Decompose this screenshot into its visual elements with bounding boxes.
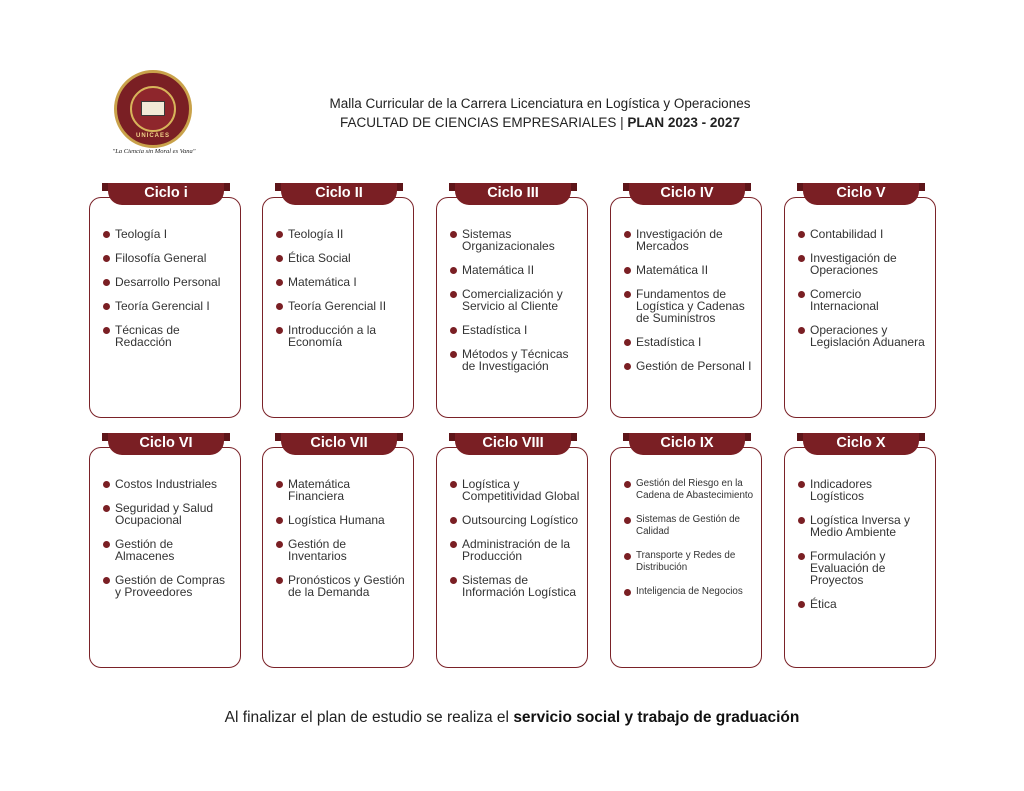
course-item: Desarrollo Personal bbox=[103, 276, 234, 288]
course-item: Transporte y Redes de Distribución bbox=[624, 550, 755, 574]
cycle-card-10 bbox=[784, 435, 936, 668]
footer-text: Al finalizar el plan de estudio se realiza el bbox=[224, 709, 509, 726]
cycle-tab bbox=[455, 183, 571, 211]
course-list bbox=[798, 228, 929, 360]
course-item: Matemática I bbox=[276, 276, 407, 288]
course-item: Gestión de Compras y Proveedores bbox=[103, 574, 234, 598]
course-item: Métodos y Técnicas de Investigación bbox=[450, 348, 581, 372]
footer-highlight: servicio social y trabajo de graduación bbox=[513, 709, 800, 726]
cycle-title: Ciclo VI bbox=[139, 435, 193, 451]
course-item: Inteligencia de Negocios bbox=[624, 586, 755, 598]
course-item: Teoría Gerencial I bbox=[103, 300, 234, 312]
course-item: Gestión de Inventarios bbox=[276, 538, 407, 562]
course-item: Ética bbox=[798, 598, 929, 610]
course-item: Ética Social bbox=[276, 252, 407, 264]
course-item: Teoría Gerencial II bbox=[276, 300, 407, 312]
university-logo bbox=[114, 70, 192, 148]
course-item: Filosofía General bbox=[103, 252, 234, 264]
cycle-tab bbox=[108, 183, 224, 211]
cycle-tab bbox=[455, 433, 571, 461]
page-title: Malla Curricular de la Carrera Licenciatura en Logística y Operaciones bbox=[329, 96, 751, 111]
course-item: Sistemas de Gestión de Calidad bbox=[624, 514, 755, 538]
course-item: Estadística I bbox=[450, 324, 581, 336]
cycle-title: Ciclo III bbox=[487, 185, 539, 201]
course-list bbox=[103, 478, 234, 610]
course-item: Sistemas de Información Logística bbox=[450, 574, 581, 598]
cycle-tab bbox=[629, 183, 745, 211]
course-list bbox=[624, 478, 755, 610]
course-item: Investigación de Operaciones bbox=[798, 252, 929, 276]
cycle-tab bbox=[803, 183, 919, 211]
course-list bbox=[798, 478, 929, 622]
course-list bbox=[450, 478, 581, 610]
cycle-tab bbox=[281, 183, 397, 211]
cycle-tab bbox=[803, 433, 919, 461]
course-item: Costos Industriales bbox=[103, 478, 234, 490]
logo-motto: "La Ciencia sin Moral es Vana" bbox=[112, 148, 196, 155]
cycle-title: Ciclo IX bbox=[660, 435, 714, 451]
course-item: Administración de la Producción bbox=[450, 538, 581, 562]
course-item: Investigación de Mercados bbox=[624, 228, 755, 252]
course-item: Logística Humana bbox=[276, 514, 407, 526]
cycle-tab bbox=[629, 433, 745, 461]
book-icon bbox=[141, 101, 165, 116]
course-item: Estadística I bbox=[624, 336, 755, 348]
page-subtitle bbox=[220, 115, 860, 130]
cycle-title: Ciclo i bbox=[144, 185, 188, 201]
course-item: Indicadores Logísticos bbox=[798, 478, 929, 502]
cycle-card-6 bbox=[89, 435, 241, 668]
course-item: Outsourcing Logístico bbox=[450, 514, 581, 526]
course-item: Introducción a la Economía bbox=[276, 324, 407, 348]
cycle-title: Ciclo V bbox=[836, 185, 886, 201]
cycle-card-5 bbox=[784, 185, 936, 418]
cycle-title: Ciclo II bbox=[315, 185, 363, 201]
cycle-card-7 bbox=[262, 435, 414, 668]
logo-emblem bbox=[130, 86, 176, 132]
course-item: Logística y Competitividad Global bbox=[450, 478, 581, 502]
course-item: Contabilidad I bbox=[798, 228, 929, 240]
cycle-tab bbox=[108, 433, 224, 461]
course-item: Gestión de Personal I bbox=[624, 360, 755, 372]
course-item: Sistemas Organizacionales bbox=[450, 228, 581, 252]
cycle-card-1 bbox=[89, 185, 241, 418]
course-item: Operaciones y Legislación Aduanera bbox=[798, 324, 929, 348]
course-item: Formulación y Evaluación de Proyectos bbox=[798, 550, 929, 586]
course-item: Matemática II bbox=[624, 264, 755, 276]
faculty-label: FACULTAD DE CIENCIAS EMPRESARIALES | bbox=[340, 115, 624, 130]
course-item: Comercialización y Servicio al Cliente bbox=[450, 288, 581, 312]
cycle-card-2 bbox=[262, 185, 414, 418]
cycle-title: Ciclo IV bbox=[660, 185, 714, 201]
course-list bbox=[276, 478, 407, 610]
footer-note bbox=[0, 709, 1024, 727]
course-list bbox=[276, 228, 407, 360]
course-item: Teología II bbox=[276, 228, 407, 240]
cycle-title: Ciclo X bbox=[836, 435, 886, 451]
course-item: Matemática II bbox=[450, 264, 581, 276]
cycle-title: Ciclo VII bbox=[310, 435, 368, 451]
course-item: Pronósticos y Gestión de la Demanda bbox=[276, 574, 407, 598]
logo-ring-text: UNICAES bbox=[135, 133, 170, 139]
plan-label: PLAN 2023 - 2027 bbox=[627, 115, 740, 130]
course-list bbox=[624, 228, 755, 384]
course-item: Teología I bbox=[103, 228, 234, 240]
course-item: Gestión de Almacenes bbox=[103, 538, 234, 562]
course-item: Comercio Internacional bbox=[798, 288, 929, 312]
cycle-title: Ciclo VIII bbox=[482, 435, 544, 451]
course-item: Técnicas de Redacción bbox=[103, 324, 234, 348]
cycle-card-3 bbox=[436, 185, 588, 418]
course-list bbox=[103, 228, 234, 360]
course-item: Logística Inversa y Medio Ambiente bbox=[798, 514, 929, 538]
course-item: Matemática Financiera bbox=[276, 478, 407, 502]
course-item: Gestión del Riesgo en la Cadena de Abastecimiento bbox=[624, 478, 755, 502]
cycle-card-4 bbox=[610, 185, 762, 418]
cycle-card-8 bbox=[436, 435, 588, 668]
cycle-tab bbox=[281, 433, 397, 461]
course-item: Seguridad y Salud Ocupacional bbox=[103, 502, 234, 526]
course-item: Fundamentos de Logística y Cadenas de Suministros bbox=[624, 288, 755, 324]
course-list bbox=[450, 228, 581, 384]
cycle-card-9 bbox=[610, 435, 762, 668]
